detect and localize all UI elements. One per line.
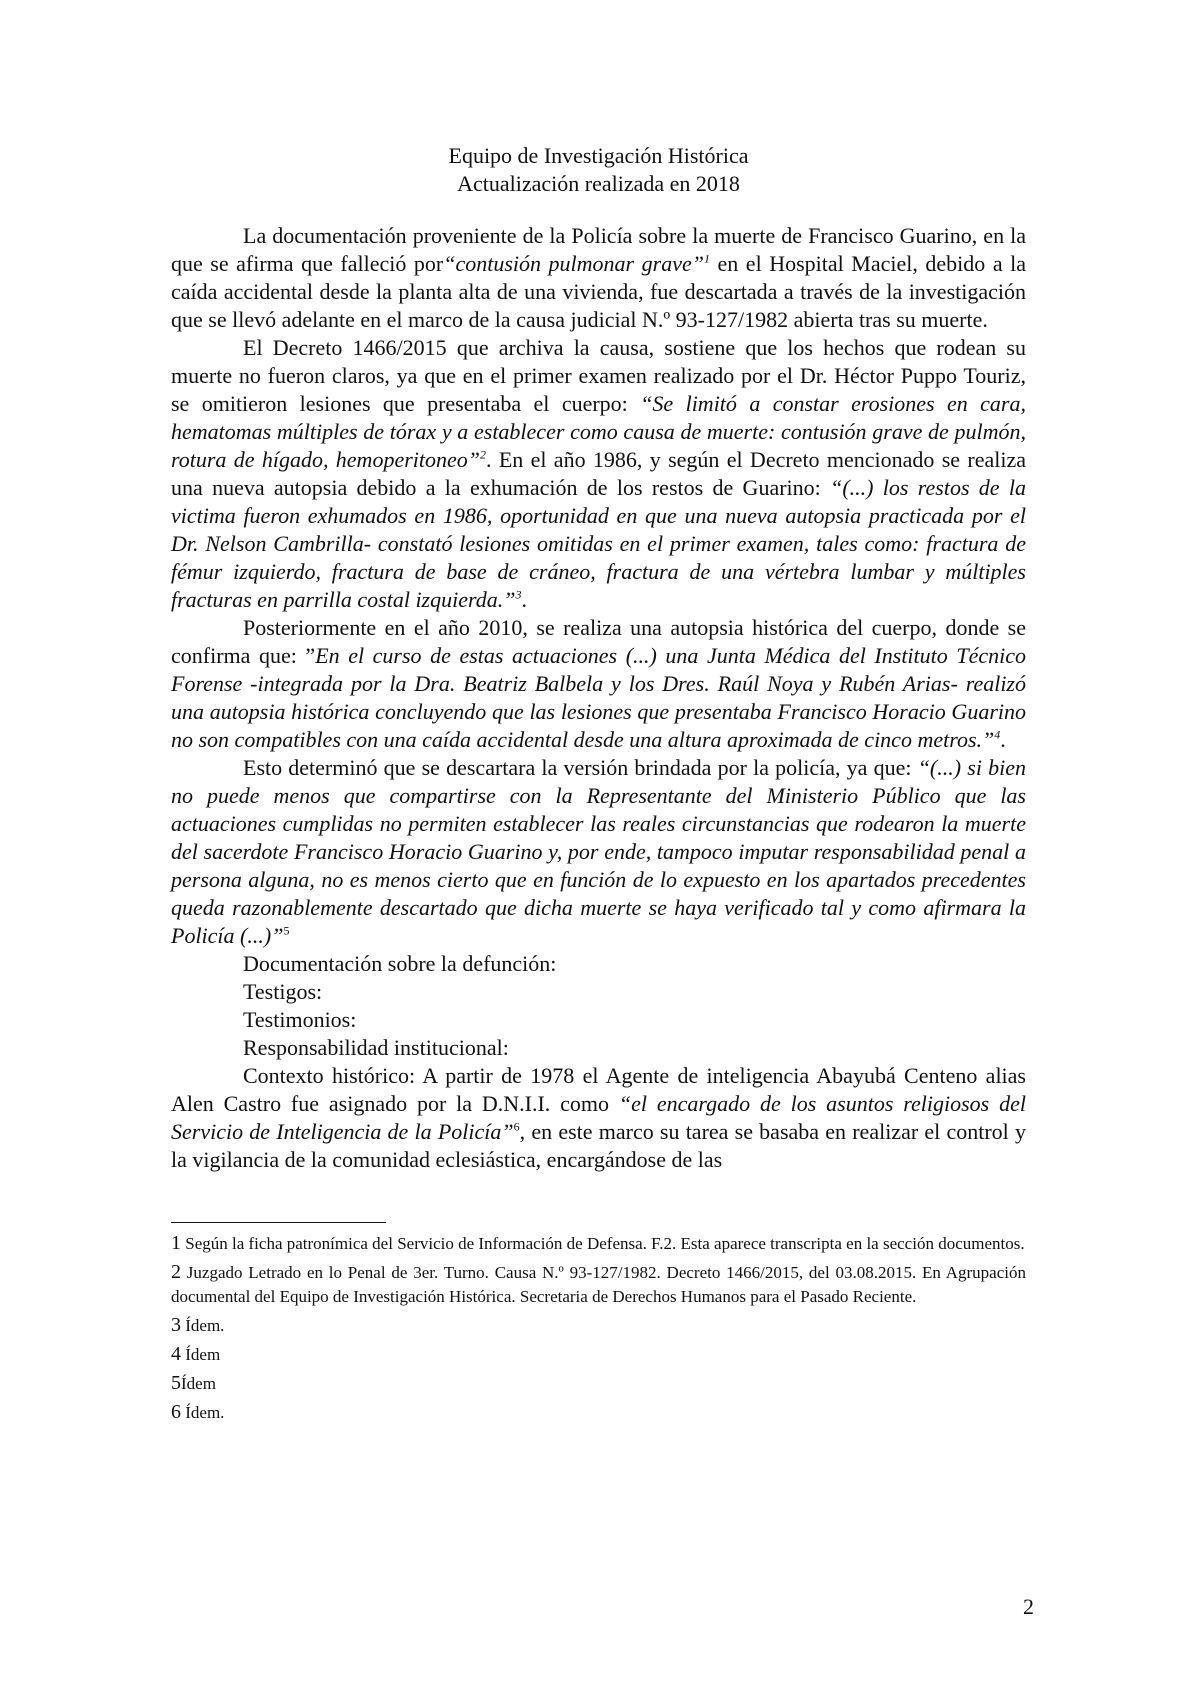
document-header [171, 142, 1026, 198]
footnote-text: Ídem. [181, 1316, 225, 1335]
footnote-number: 6 [171, 1401, 181, 1423]
footnote [171, 1400, 1026, 1425]
footnote-ref: 4 [994, 727, 1001, 742]
paragraph-1 [171, 222, 1026, 334]
header-subtitle: Actualización realizada en 2018 [457, 171, 740, 196]
quote: “(...) los restos de la victima fueron exhumados en 1986, oportunidad en que una nueva autopsia practicada por el Dr. Nelson Cambrilla- constató lesiones omitidas en el primer examen, tales como: fractura de fémur izquierdo, fractura de base de cráneo, fractura de una vértebra lumbar y múltiples fracturas en parrilla costal izquierda.” [171, 475, 1026, 612]
text: Posteriormente en el año 2010, se realiza una autopsia histórica del cuerpo, donde se confirma que: ” [171, 615, 1026, 668]
paragraph-3 [171, 614, 1026, 754]
text: . [521, 587, 527, 612]
footnote-number: 4 [171, 1343, 181, 1365]
quote: “contusión pulmonar grave” [443, 251, 704, 276]
footnote-divider [171, 1222, 386, 1223]
quote: “el encargado de los asuntos religiosos del Servicio de Inteligencia de la Policía” [171, 1091, 1026, 1144]
text: , en este marco su tarea se basaba en realizar el control y la vigilancia de la comunidad eclesiástica, encargándose de las [171, 1119, 1026, 1172]
text: Contexto histórico: A partir de 1978 el Agente de inteligencia Abayubá Centeno alias Alen Castro fue asignado por la D.N.I.I. como [171, 1063, 1026, 1116]
footnote-ref: 2 [480, 447, 486, 462]
footnote-number: 3 [171, 1314, 181, 1336]
section-heading-testigos: Testigos: [243, 979, 323, 1004]
paragraph-2 [171, 334, 1026, 614]
footnote-ref: 6 [513, 1119, 520, 1134]
footnote-ref: 1 [703, 251, 710, 266]
footnote [171, 1231, 1026, 1256]
footnote [171, 1371, 1026, 1396]
footnote-text: Ídem. [181, 1403, 225, 1422]
page-number: 2 [1023, 1594, 1034, 1619]
quote: “Se limitó a constar erosiones en cara, hematomas múltiples de tórax y a establecer como causa de muerte: contusión grave de pulmón, rotura de hígado, hemoperitoneo” [171, 391, 1026, 472]
footnotes [171, 1231, 1026, 1425]
footnote-number: 1 [171, 1232, 181, 1254]
footnote-ref: 5 [283, 923, 290, 938]
footnote-number: 2 [171, 1261, 181, 1283]
text: . [1000, 727, 1006, 752]
paragraph-4 [171, 754, 1026, 950]
footnote-text: Juzgado Letrado en lo Penal de 3er. Turno. Causa N.º 93-127/1982. Decreto 1466/2015, del 03.08.2015. En Agrupación documental del Equipo de Investigación Histórica. Secretaria de Derechos Humanos para el Pasado Reciente. [171, 1263, 1026, 1306]
text: El Decreto 1466/2015 que archiva la causa, sostiene que los hechos que rodean su muerte no fueron claros, ya que en el primer examen realizado por el Dr. Héctor Puppo Touriz, se omitieron lesiones que presentaba el cuerpo: [171, 335, 1026, 416]
quote: “(...) si bien no puede menos que compartirse con la Representante del Ministerio Público que las actuaciones cumplidas no permiten establecer las reales circunstancias que rodearon la muerte del sacerdote Francisco Horacio Guarino y, por ende, tampoco imputar responsabilidad penal a persona alguna, no es menos cierto que en función de lo expuesto en los apartados precedentes queda razonablemente descartado que dicha muerte se haya verificado tal y como afirmara la Policía (...)” [171, 755, 1026, 948]
footnote [171, 1342, 1026, 1367]
footnote-number: 5 [171, 1372, 181, 1394]
section-heading-testimonios: Testimonios: [243, 1007, 357, 1032]
paragraph-5 [171, 1062, 1026, 1174]
footnote [171, 1260, 1026, 1309]
footnote-text: Ídem [181, 1374, 216, 1393]
text: . En el año 1986, y según el Decreto mencionado se realiza una nueva autopsia debido a la exhumación de los restos de Guarino: [171, 447, 1027, 500]
footnote-text: Según la ficha patronímica del Servicio de Información de Defensa. F.2. Esta aparece transcripta en la sección documentos. [181, 1234, 1025, 1253]
quote: En el curso de estas actuaciones (...) una Junta Médica del Instituto Técnico Forense -integrada por la Dra. Beatriz Balbela y los Dres. Raúl Noya y Rubén Arias- realizó una autopsia histórica concluyendo que las lesiones que presentaba Francisco Horacio Guarino no son compatibles con una caída accidental desde una altura aproximada de cinco metros.” [171, 643, 1026, 752]
header-title: Equipo de Investigación Histórica [448, 143, 749, 168]
text: Esto determinó que se descartara la versión brindada por la policía, ya que: [243, 755, 918, 780]
footnote-text: Ídem [181, 1345, 221, 1364]
footnote-ref: 3 [515, 587, 522, 602]
section-heading-responsabilidad: Responsabilidad institucional: [243, 1035, 509, 1060]
text: La documentación proveniente de la Policía sobre la muerte de Francisco Guarino, en la que se afirma que falleció por [171, 223, 1026, 276]
footnote [171, 1313, 1026, 1338]
section-heading-defuncion: Documentación sobre la defunción: [243, 951, 557, 976]
text: en el Hospital Maciel, debido a la caída accidental desde la planta alta de una vivienda, fue descartada a través de la investigación que se llevó adelante en el marco de la causa judicial N.º 93-127/1982 abierta tras su muerte. [171, 251, 1026, 332]
